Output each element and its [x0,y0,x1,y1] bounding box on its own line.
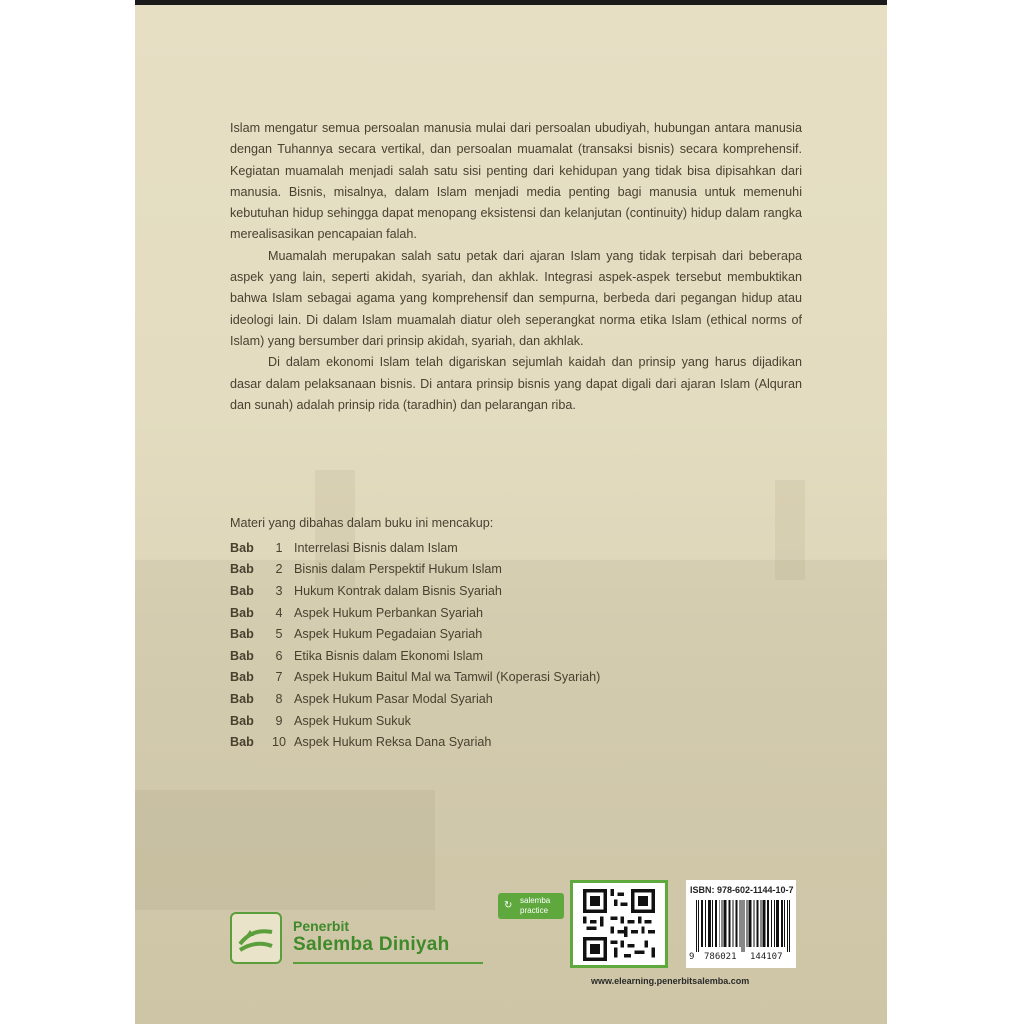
toc-title: Aspek Hukum Perbankan Syariah [294,605,484,620]
toc-bab-label: Bab [230,670,254,685]
salemba-practice-badge [498,893,564,919]
blurb-text [230,118,802,416]
toc-title: Aspek Hukum Baitul Mal wa Tamwil (Koperasi Syariah) [294,670,601,685]
toc-bab-label: Bab [230,583,254,598]
toc-title: Aspek Hukum Pegadaian Syariah [294,627,483,642]
toc-bab-label: Bab [230,735,254,750]
toc-title: Etika Bisnis dalam Ekonomi Islam [294,648,483,663]
toc-title: Aspek Hukum Sukuk [294,713,411,728]
toc-bab-label: Bab [230,691,254,706]
publisher-name [293,918,450,956]
toc-number: 3 [275,583,283,598]
toc-title: Interrelasi Bisnis dalam Islam [294,540,458,555]
practice-icon: ↻ [504,900,513,911]
toc-bab-label: Bab [230,627,254,642]
publisher-logo-icon [230,912,282,964]
blurb-paragraph-1: Islam mengatur semua persoalan manusia mulai dari persoalan ubudiyah, hubungan antara manusia dengan Tuhannya secara vertikal, dan persoalan muamalat (transaksi bisnis) secara komprehensif. Kegiatan muamalah menjadi salah satu sisi penting dari kehidupan yang tidak bisa dipisahkan dari manusia. Bisnis, misalnya, dalam Islam menjadi media penting bagi manusia untuk memenuhi kebutuhan hidup sehingga dapat menopang eksistensi dan kelanjutan (continuity) hidup dalam rangka merealisasikan pencapaian falah. [230,121,802,242]
toc-item [230,710,600,732]
toc-title: Aspek Hukum Reksa Dana Syariah [294,735,492,750]
toc-bab-label: Bab [230,562,254,577]
toc-number: 10 [271,735,286,750]
toc-title: Hukum Kontrak dalam Bisnis Syariah [294,583,502,598]
blurb-paragraph-2: Muamalah merupakan salah satu petak dari ajaran Islam yang tidak terpisah dari beberapa aspek yang lain, seperti akidah, syariah, dan akhlak. Integrasi aspek-aspek tersebut membuktikan bahwa Islam sebagai agama yang komprehensif dan sempurna, berbeda dari pegangan hidup atau ideologi lain. Di dalam Islam muamalah diatur oleh seperangkat norma etika Islam (ethical norms of Islam) yang bersumber dari prinsip akidah, syariah, dan akhlak. [230,248,802,348]
isbn-barcode [686,880,796,968]
toc-item [230,580,600,602]
toc-number: 9 [275,713,283,728]
elearning-url: www.elearning.penerbitsalemba.com [591,976,750,986]
publisher-line-2: Salemba Diniyah [293,934,450,955]
qr-code-frame [570,880,668,968]
barcode-digit-group-1: 786021 [704,952,737,962]
back-cover [135,0,887,1024]
toc-item [230,623,600,645]
barcode-digit-group-2: 144107 [750,952,783,962]
toc-item [230,602,600,624]
toc-bab-label: Bab [230,540,254,555]
toc-bab-label: Bab [230,713,254,728]
blurb-paragraph-3: Di dalam ekonomi Islam telah digariskan sejumlah kaidah dan prinsip yang harus dijadikan dasar dalam pelaksanaan bisnis. Di antara prinsip bisnis yang dapat digali dari ajaran Islam (Alquran dan sunah) adalah prinsip rida (taradhin) dan pelarangan riba. [230,355,802,412]
toc-number: 8 [275,691,283,706]
toc-item [230,731,600,753]
barcode-digit-lead: 9 [689,952,695,962]
toc-intro: Materi yang dibahas dalam buku ini mencakup: [230,516,494,530]
toc-number: 7 [275,670,283,685]
publisher-underline [293,962,483,964]
publisher-line-1: Penerbit [293,918,350,934]
toc-item [230,537,600,559]
toc-number: 6 [275,648,283,663]
toc-number: 5 [275,627,283,642]
toc-title: Aspek Hukum Pasar Modal Syariah [294,691,493,706]
barcode-icon [696,900,790,952]
practice-line-2: practice [520,906,549,915]
toc-number: 2 [275,562,283,577]
toc-bab-label: Bab [230,605,254,620]
background-minaret [775,480,805,580]
toc-number: 4 [275,605,283,620]
toc-bab-label: Bab [230,648,254,663]
toc-title: Bisnis dalam Perspektif Hukum Islam [294,562,502,577]
toc-item [230,667,600,689]
table-of-contents [230,537,600,753]
toc-item [230,559,600,581]
practice-line-1: salemba [520,896,551,905]
isbn-label: ISBN: 978-602-1144-10-7 [690,885,794,895]
qr-code-icon [583,889,655,961]
top-border [135,0,887,5]
background-ferry [135,790,435,910]
toc-number: 1 [275,540,283,555]
toc-item [230,688,600,710]
toc-item [230,645,600,667]
